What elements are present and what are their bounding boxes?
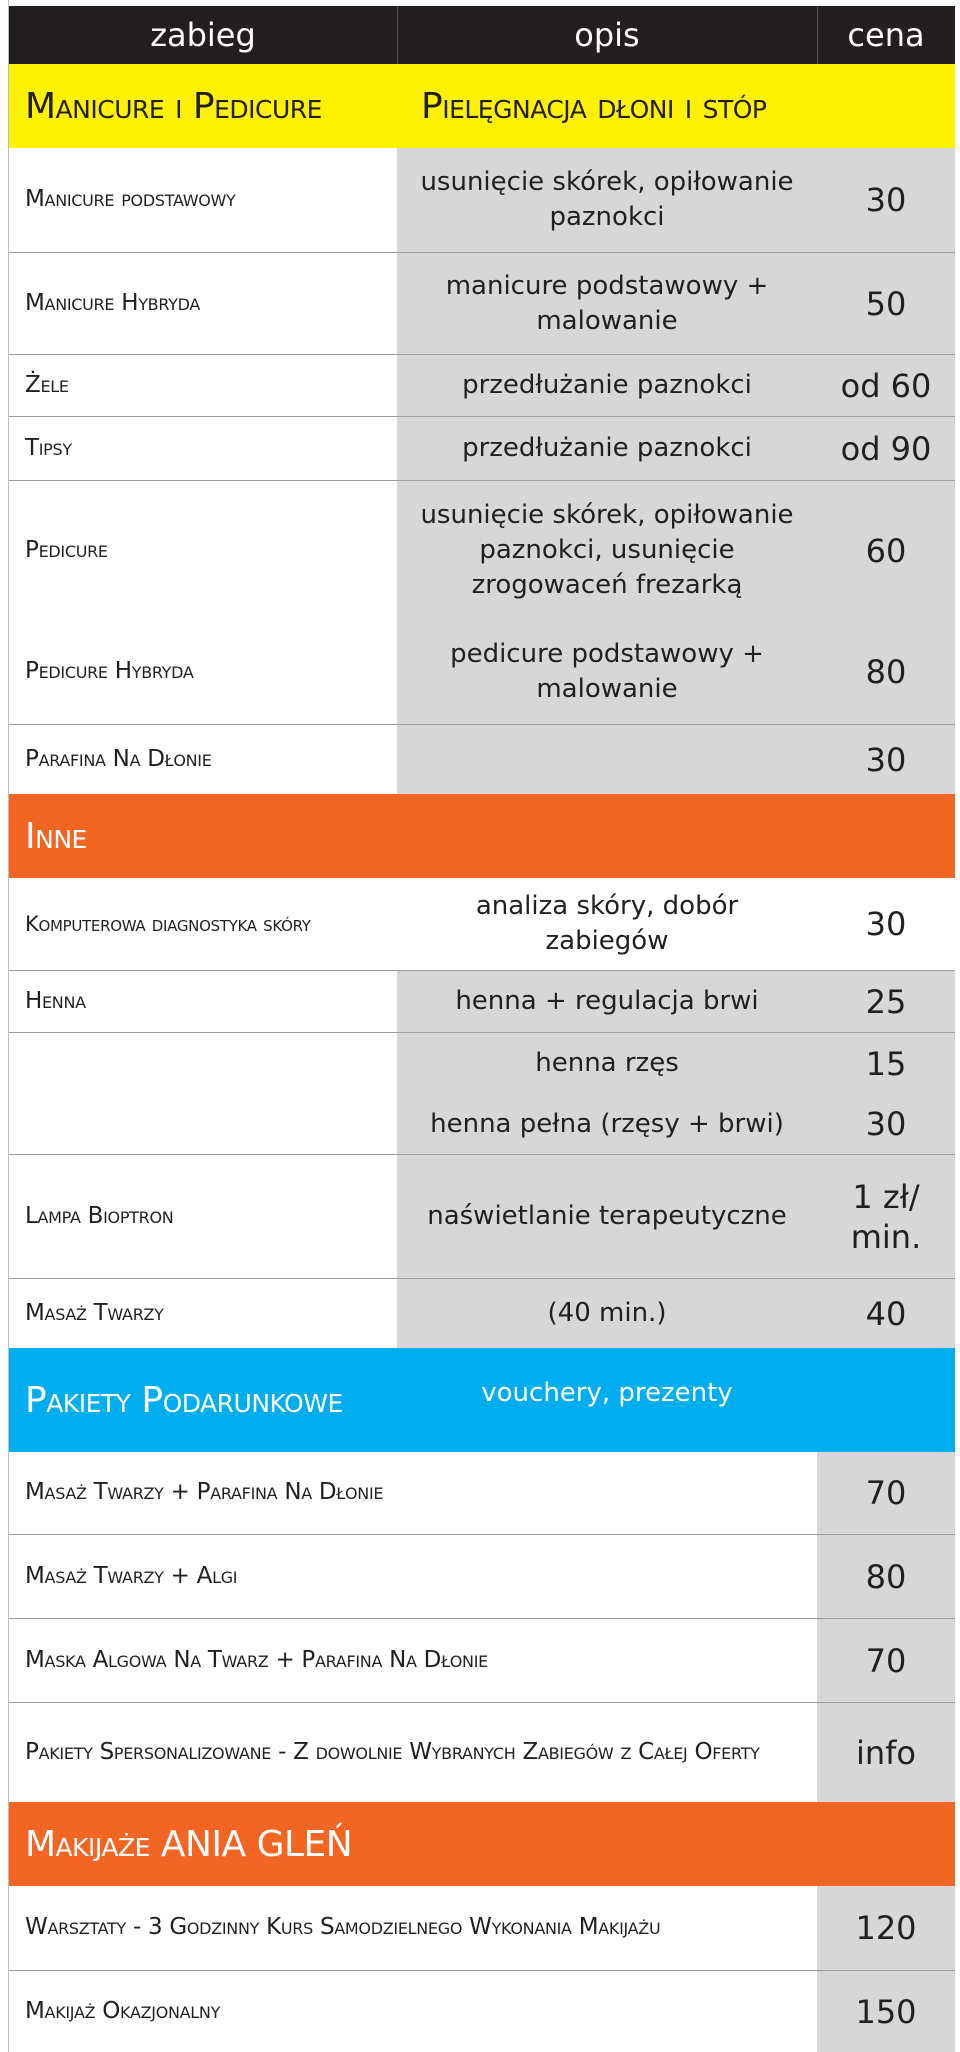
package-name: Masaż Twarzy + Parafina Na Dłonie (25, 1479, 384, 1506)
column-header-treatment: zabieg (150, 16, 256, 54)
package-name: Maska Algowa Na Twarz + Parafina Na Dłonie (25, 1646, 488, 1673)
service-row (9, 252, 955, 354)
service-price: 1 zł/ min. (850, 1177, 922, 1256)
service-description: usunięcie skórek, opiłowanie paznokci, usunięcie zrogowaceń frezarką (420, 500, 794, 600)
section-header-manicure-pedicure (9, 64, 955, 148)
service-row (9, 416, 955, 480)
makeup-service-name: Warsztaty - 3 Godzinny Kurs Samodzielnego Wykonania Makijażu (25, 1914, 661, 1941)
service-description: przedłużanie paznokci (462, 370, 752, 400)
section-title: Makijaże ANIA GLEŃ (25, 1823, 353, 1865)
section-header-inne (9, 794, 955, 878)
service-description: analiza skóry, dobór zabiegów (475, 891, 739, 956)
service-price: 60 (865, 531, 907, 570)
service-price: 15 (865, 1044, 907, 1083)
service-name: Komputerowa diagnostyka skóry (25, 911, 311, 936)
service-price: 50 (865, 284, 907, 323)
service-description: pedicure podstawowy + malowanie (450, 639, 764, 704)
service-description: (40 min.) (547, 1298, 667, 1328)
price-list (8, 0, 955, 2052)
section-title: Pakiety Podarunkowe (25, 1379, 343, 1421)
service-description: usunięcie skórek, opiłowanie paznokci (420, 167, 794, 232)
service-name: Lampa Bioptron (25, 1202, 174, 1229)
service-row (9, 480, 955, 620)
package-name: Masaż Twarzy + Algi (25, 1562, 238, 1589)
package-name: Pakiety Spersonalizowane - Z dowolnie Wybranych Zabiegów z Całej Oferty (25, 1738, 760, 1765)
section-header-gift-packages (9, 1348, 955, 1452)
service-price: od 90 (840, 429, 932, 468)
service-name: Manicure Hybryda (25, 289, 200, 316)
makeup-service-price: 150 (855, 1992, 917, 2031)
service-price: 30 (865, 905, 907, 943)
service-description: henna pełna (rzęsy + brwi) (430, 1108, 784, 1139)
service-row (9, 724, 955, 794)
service-name: Żele (25, 371, 69, 398)
service-row (9, 1032, 955, 1094)
service-row (9, 878, 955, 970)
service-description: przedłużanie paznokci (462, 433, 752, 463)
table-header (9, 6, 955, 64)
service-name: Tipsy (25, 434, 72, 461)
section-title: Manicure i Pedicure (25, 85, 322, 127)
service-name: Manicure podstawowy (25, 186, 236, 213)
service-description: henna + regulacja brwi (455, 986, 759, 1016)
section-subtitle: vouchery, prezenty (481, 1378, 733, 1408)
service-price: 40 (865, 1294, 907, 1333)
section-title: Inne (25, 815, 87, 857)
package-row (9, 1618, 955, 1702)
service-price: 30 (865, 740, 907, 779)
package-price: 80 (865, 1557, 907, 1596)
service-name: Henna (25, 987, 86, 1014)
package-price: info (855, 1733, 916, 1772)
service-price: 80 (865, 653, 907, 691)
service-row (9, 970, 955, 1032)
package-row (9, 1702, 955, 1802)
service-name: Pedicure Hybryda (25, 658, 194, 685)
package-price: 70 (865, 1641, 907, 1680)
package-row (9, 1534, 955, 1618)
package-row (9, 1452, 955, 1534)
service-row (9, 1094, 955, 1154)
service-description: naświetlanie terapeutyczne (427, 1201, 787, 1231)
service-price: od 60 (840, 366, 932, 405)
section-header-makeup (9, 1802, 955, 1886)
column-header-price: cena (847, 16, 925, 54)
package-price: 70 (865, 1474, 907, 1512)
makeup-row (9, 1970, 955, 2052)
service-row (9, 1278, 955, 1348)
service-description: manicure podstawowy + malowanie (445, 270, 769, 336)
service-row (9, 354, 955, 416)
service-name: Pedicure (25, 536, 108, 563)
column-header-description: opis (574, 16, 640, 54)
service-price: 30 (865, 1105, 907, 1143)
makeup-row (9, 1886, 955, 1970)
service-price: 25 (865, 982, 907, 1021)
service-row (9, 1154, 955, 1278)
service-row (9, 620, 955, 724)
service-name: Parafina Na Dłonie (25, 745, 212, 772)
section-subtitle: Pielęgnacja dłoni i stóp (421, 85, 767, 127)
service-name: Masaż Twarzy (25, 1299, 164, 1326)
service-price: 30 (865, 181, 907, 219)
service-row (9, 148, 955, 252)
service-description: henna rzęs (535, 1048, 679, 1078)
makeup-service-price: 120 (855, 1909, 917, 1947)
makeup-service-name: Makijaż Okazjonalny (25, 1997, 221, 2024)
